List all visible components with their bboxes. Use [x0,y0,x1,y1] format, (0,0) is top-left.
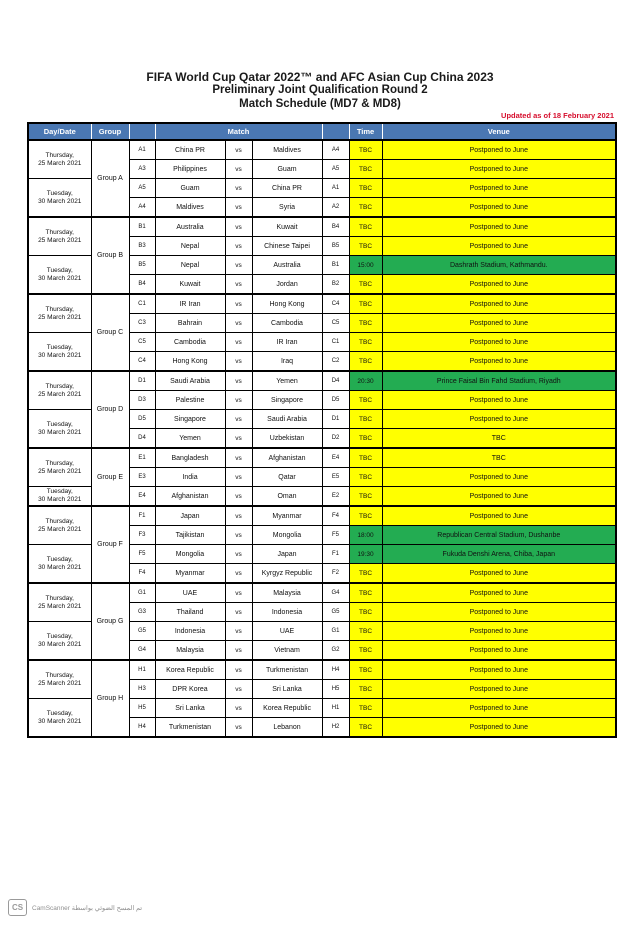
match-venue: TBC [382,429,616,449]
match-time: TBC [349,237,382,256]
match-venue: Republican Central Stadium, Dushanbe [382,526,616,545]
away-match-code: C2 [322,352,349,372]
home-team: Turkmenistan [155,718,225,738]
match-time: TBC [349,198,382,218]
away-team: Saudi Arabia [252,410,322,429]
away-match-code: C5 [322,314,349,333]
home-team: DPR Korea [155,680,225,699]
match-venue: Postponed to June [382,198,616,218]
home-match-code: B4 [129,275,155,295]
table-header [28,123,616,140]
home-match-code: E1 [129,448,155,468]
header-group: Group [91,123,129,140]
home-team: Malaysia [155,641,225,661]
header-match-code-left [129,123,155,140]
date-value: 25 March 2021 [38,390,82,398]
scanner-caption: تم المسح الضوئي بواسطة CamScanner [32,904,143,912]
match-time: TBC [349,294,382,314]
date-cell [28,448,91,487]
scanner-watermark [8,899,142,916]
home-match-code: B3 [129,237,155,256]
home-match-code: D3 [129,391,155,410]
away-match-code: H4 [322,660,349,680]
match-time: 18:00 [349,526,382,545]
home-match-code: E4 [129,487,155,507]
home-match-code: D4 [129,429,155,449]
home-match-code: A1 [129,140,155,160]
away-team: Yemen [252,371,322,391]
match-venue: Postponed to June [382,583,616,603]
date-weekday: Tuesday, [46,420,73,428]
match-venue: Postponed to June [382,718,616,738]
home-team: Japan [155,506,225,526]
away-team: Syria [252,198,322,218]
away-match-code: D5 [322,391,349,410]
away-match-code: G5 [322,603,349,622]
vs-label: vs [225,217,252,237]
vs-label: vs [225,699,252,718]
away-team: China PR [252,179,322,198]
match-time: TBC [349,622,382,641]
away-team: Mongolia [252,526,322,545]
date-cell [28,217,91,256]
date-value: 30 March 2021 [38,428,82,436]
match-row [28,217,616,237]
group-cell: Group F [91,506,129,583]
date-weekday: Thursday, [45,228,74,236]
date-cell [28,699,91,738]
date-cell [28,179,91,218]
date-value: 25 March 2021 [38,602,82,610]
date-weekday: Thursday, [45,305,74,313]
home-match-code: D5 [129,410,155,429]
date-weekday: Thursday, [45,151,74,159]
match-venue: Postponed to June [382,217,616,237]
header-match-code-right [322,123,349,140]
date-value: 25 March 2021 [38,679,82,687]
vs-label: vs [225,237,252,256]
home-match-code: B5 [129,256,155,275]
away-match-code: C4 [322,294,349,314]
date-cell [28,371,91,410]
date-cell [28,410,91,449]
away-team: Indonesia [252,603,322,622]
away-match-code: A4 [322,140,349,160]
date-cell [28,294,91,333]
vs-label: vs [225,391,252,410]
away-team: Kyrgyz Republic [252,564,322,584]
date-cell [28,545,91,584]
away-match-code: A5 [322,160,349,179]
away-team: IR Iran [252,333,322,352]
match-venue: Postponed to June [382,680,616,699]
camscanner-logo-icon: CS [8,899,27,916]
away-match-code: F5 [322,526,349,545]
away-match-code: B2 [322,275,349,295]
home-match-code: G3 [129,603,155,622]
match-venue: Postponed to June [382,487,616,507]
match-time: TBC [349,391,382,410]
away-match-code: A1 [322,179,349,198]
match-time: TBC [349,275,382,295]
home-team: Korea Republic [155,660,225,680]
match-time: 20:30 [349,371,382,391]
group-cell: Group H [91,660,129,737]
away-match-code: G2 [322,641,349,661]
away-team: Chinese Taipei [252,237,322,256]
match-row [28,583,616,603]
match-venue: Postponed to June [382,506,616,526]
group-cell: Group C [91,294,129,371]
date-cell [28,333,91,372]
home-match-code: H1 [129,660,155,680]
match-venue: Postponed to June [382,179,616,198]
away-match-code: B1 [322,256,349,275]
away-match-code: E4 [322,448,349,468]
date-cell [28,256,91,295]
match-time: TBC [349,333,382,352]
title-line-2: Preliminary Joint Qualification Round 2 [212,84,428,96]
group-cell: Group B [91,217,129,294]
date-weekday: Tuesday, [46,343,73,351]
home-team: India [155,468,225,487]
away-match-code: F2 [322,564,349,584]
away-team: Guam [252,160,322,179]
date-value: 25 March 2021 [38,236,82,244]
home-match-code: F3 [129,526,155,545]
away-team: Hong Kong [252,294,322,314]
home-match-code: A5 [129,179,155,198]
date-cell [28,140,91,179]
away-match-code: D1 [322,410,349,429]
away-match-code: D4 [322,371,349,391]
home-team: Palestine [155,391,225,410]
date-weekday: Tuesday, [46,266,73,274]
vs-label: vs [225,333,252,352]
group-cell: Group A [91,140,129,217]
vs-label: vs [225,564,252,584]
match-venue: Postponed to June [382,699,616,718]
match-time: TBC [349,680,382,699]
match-venue: Postponed to June [382,468,616,487]
home-team: Tajikistan [155,526,225,545]
home-team: China PR [155,140,225,160]
schedule-table [27,122,617,738]
home-match-code: D1 [129,371,155,391]
date-value: 25 March 2021 [38,159,82,167]
home-match-code: C4 [129,352,155,372]
date-weekday: Thursday, [45,382,74,390]
schedule-table-body [28,140,616,737]
vs-label: vs [225,603,252,622]
away-match-code: F1 [322,545,349,564]
home-team: Indonesia [155,622,225,641]
home-match-code: E3 [129,468,155,487]
home-team: Bangladesh [155,448,225,468]
header-match: Match [155,123,322,140]
date-value: 30 March 2021 [38,351,82,359]
away-match-code: H2 [322,718,349,738]
match-time: TBC [349,410,382,429]
away-match-code: H5 [322,680,349,699]
vs-label: vs [225,371,252,391]
away-team: Cambodia [252,314,322,333]
away-team: Korea Republic [252,699,322,718]
home-team: Afghanistan [155,487,225,507]
group-cell: Group G [91,583,129,660]
away-match-code: B4 [322,217,349,237]
home-match-code: F4 [129,564,155,584]
date-cell [28,660,91,699]
match-venue: Postponed to June [382,391,616,410]
home-team: Sri Lanka [155,699,225,718]
match-venue: Postponed to June [382,660,616,680]
group-cell: Group E [91,448,129,506]
vs-label: vs [225,718,252,738]
date-weekday: Tuesday, [46,632,73,640]
vs-label: vs [225,179,252,198]
match-time: TBC [349,506,382,526]
match-time: TBC [349,179,382,198]
vs-label: vs [225,429,252,449]
match-venue: Postponed to June [382,603,616,622]
match-time: 19:30 [349,545,382,564]
match-time: TBC [349,603,382,622]
away-team: Malaysia [252,583,322,603]
date-weekday: Tuesday, [46,709,73,717]
home-match-code: G1 [129,583,155,603]
match-time: TBC [349,564,382,584]
away-team: Vietnam [252,641,322,661]
away-match-code: C1 [322,333,349,352]
home-match-code: A3 [129,160,155,179]
away-match-code: H1 [322,699,349,718]
home-team: Philippines [155,160,225,179]
match-venue: Postponed to June [382,410,616,429]
home-match-code: C5 [129,333,155,352]
match-row [28,506,616,526]
match-time: TBC [349,140,382,160]
vs-label: vs [225,160,252,179]
match-venue: Postponed to June [382,314,616,333]
group-cell: Group D [91,371,129,448]
match-time: TBC [349,487,382,507]
home-match-code: C1 [129,294,155,314]
home-match-code: B1 [129,217,155,237]
date-cell [28,622,91,661]
vs-label: vs [225,275,252,295]
home-match-code: G5 [129,622,155,641]
home-team: Yemen [155,429,225,449]
home-match-code: C3 [129,314,155,333]
match-row [28,448,616,468]
date-value: 25 March 2021 [38,525,82,533]
header-day-date: Day/Date [28,123,91,140]
match-row [28,371,616,391]
match-venue: Postponed to June [382,333,616,352]
date-cell [28,487,91,507]
home-team: Cambodia [155,333,225,352]
away-team: Myanmar [252,506,322,526]
date-value: 30 March 2021 [38,640,82,648]
vs-label: vs [225,140,252,160]
away-match-code: E5 [322,468,349,487]
home-team: Nepal [155,237,225,256]
match-venue: Postponed to June [382,622,616,641]
vs-label: vs [225,198,252,218]
document-title [0,70,640,111]
match-time: TBC [349,352,382,372]
away-match-code: E2 [322,487,349,507]
date-value: 30 March 2021 [38,563,82,571]
vs-label: vs [225,294,252,314]
match-time: TBC [349,160,382,179]
away-match-code: F4 [322,506,349,526]
away-team: Afghanistan [252,448,322,468]
match-row [28,294,616,314]
away-team: Jordan [252,275,322,295]
away-team: Uzbekistan [252,429,322,449]
home-team: IR Iran [155,294,225,314]
away-team: Iraq [252,352,322,372]
header-time: Time [349,123,382,140]
match-venue: Dashrath Stadium, Kathmandu. [382,256,616,275]
match-time: TBC [349,583,382,603]
vs-label: vs [225,622,252,641]
match-venue: Fukuda Denshi Arena, Chiba, Japan [382,545,616,564]
home-match-code: A4 [129,198,155,218]
away-match-code: G4 [322,583,349,603]
date-value: 30 March 2021 [38,717,82,725]
match-time: TBC [349,718,382,738]
date-cell [28,506,91,545]
match-venue: Prince Faisal Bin Fahd Stadium, Riyadh [382,371,616,391]
vs-label: vs [225,545,252,564]
match-venue: Postponed to June [382,641,616,661]
home-team: Guam [155,179,225,198]
vs-label: vs [225,680,252,699]
match-time: TBC [349,314,382,333]
date-value: 25 March 2021 [38,467,82,475]
date-weekday: Thursday, [45,459,74,467]
match-row [28,140,616,160]
away-team: Australia [252,256,322,275]
away-team: Maldives [252,140,322,160]
away-team: Turkmenistan [252,660,322,680]
home-team: Hong Kong [155,352,225,372]
date-weekday: Thursday, [45,671,74,679]
away-match-code: B5 [322,237,349,256]
vs-label: vs [225,410,252,429]
away-team: Oman [252,487,322,507]
date-weekday: Thursday, [45,594,74,602]
vs-label: vs [225,660,252,680]
updated-note: Updated as of 18 February 2021 [501,111,614,120]
vs-label: vs [225,352,252,372]
home-match-code: H4 [129,718,155,738]
match-venue: Postponed to June [382,160,616,179]
home-team: Saudi Arabia [155,371,225,391]
match-time: TBC [349,217,382,237]
away-team: Lebanon [252,718,322,738]
home-match-code: H5 [129,699,155,718]
header-venue: Venue [382,123,616,140]
date-weekday: Tuesday, [46,488,73,495]
match-venue: TBC [382,448,616,468]
vs-label: vs [225,526,252,545]
vs-label: vs [225,256,252,275]
match-time: TBC [349,448,382,468]
home-match-code: H3 [129,680,155,699]
match-venue: Postponed to June [382,564,616,584]
home-team: Thailand [155,603,225,622]
home-team: Australia [155,217,225,237]
home-team: Nepal [155,256,225,275]
match-venue: Postponed to June [382,237,616,256]
title-line-1: FIFA World Cup Qatar 2022™ and AFC Asian Cup China 2023 [146,70,494,84]
away-team: Qatar [252,468,322,487]
date-weekday: Tuesday, [46,555,73,563]
away-match-code: G1 [322,622,349,641]
date-value: 30 March 2021 [38,496,82,503]
away-team: UAE [252,622,322,641]
match-time: TBC [349,429,382,449]
date-value: 30 March 2021 [38,197,82,205]
away-team: Kuwait [252,217,322,237]
home-team: Bahrain [155,314,225,333]
vs-label: vs [225,448,252,468]
title-line-3: Match Schedule (MD7 & MD8) [239,97,401,110]
home-team: Myanmar [155,564,225,584]
vs-label: vs [225,314,252,333]
match-venue: Postponed to June [382,294,616,314]
home-match-code: F1 [129,506,155,526]
match-venue: Postponed to June [382,275,616,295]
away-match-code: A2 [322,198,349,218]
away-team: Singapore [252,391,322,410]
home-match-code: G4 [129,641,155,661]
home-team: Kuwait [155,275,225,295]
vs-label: vs [225,641,252,661]
date-weekday: Tuesday, [46,189,73,197]
home-match-code: F5 [129,545,155,564]
date-cell [28,583,91,622]
home-team: Maldives [155,198,225,218]
date-value: 30 March 2021 [38,274,82,282]
vs-label: vs [225,487,252,507]
date-weekday: Thursday, [45,517,74,525]
match-venue: Postponed to June [382,140,616,160]
home-team: UAE [155,583,225,603]
away-team: Japan [252,545,322,564]
date-value: 25 March 2021 [38,313,82,321]
match-time: TBC [349,641,382,661]
away-team: Sri Lanka [252,680,322,699]
vs-label: vs [225,506,252,526]
match-row [28,660,616,680]
match-time: TBC [349,699,382,718]
home-team: Singapore [155,410,225,429]
match-time: 15:00 [349,256,382,275]
vs-label: vs [225,468,252,487]
match-venue: Postponed to June [382,352,616,372]
vs-label: vs [225,583,252,603]
match-time: TBC [349,468,382,487]
home-team: Mongolia [155,545,225,564]
match-time: TBC [349,660,382,680]
away-match-code: D2 [322,429,349,449]
